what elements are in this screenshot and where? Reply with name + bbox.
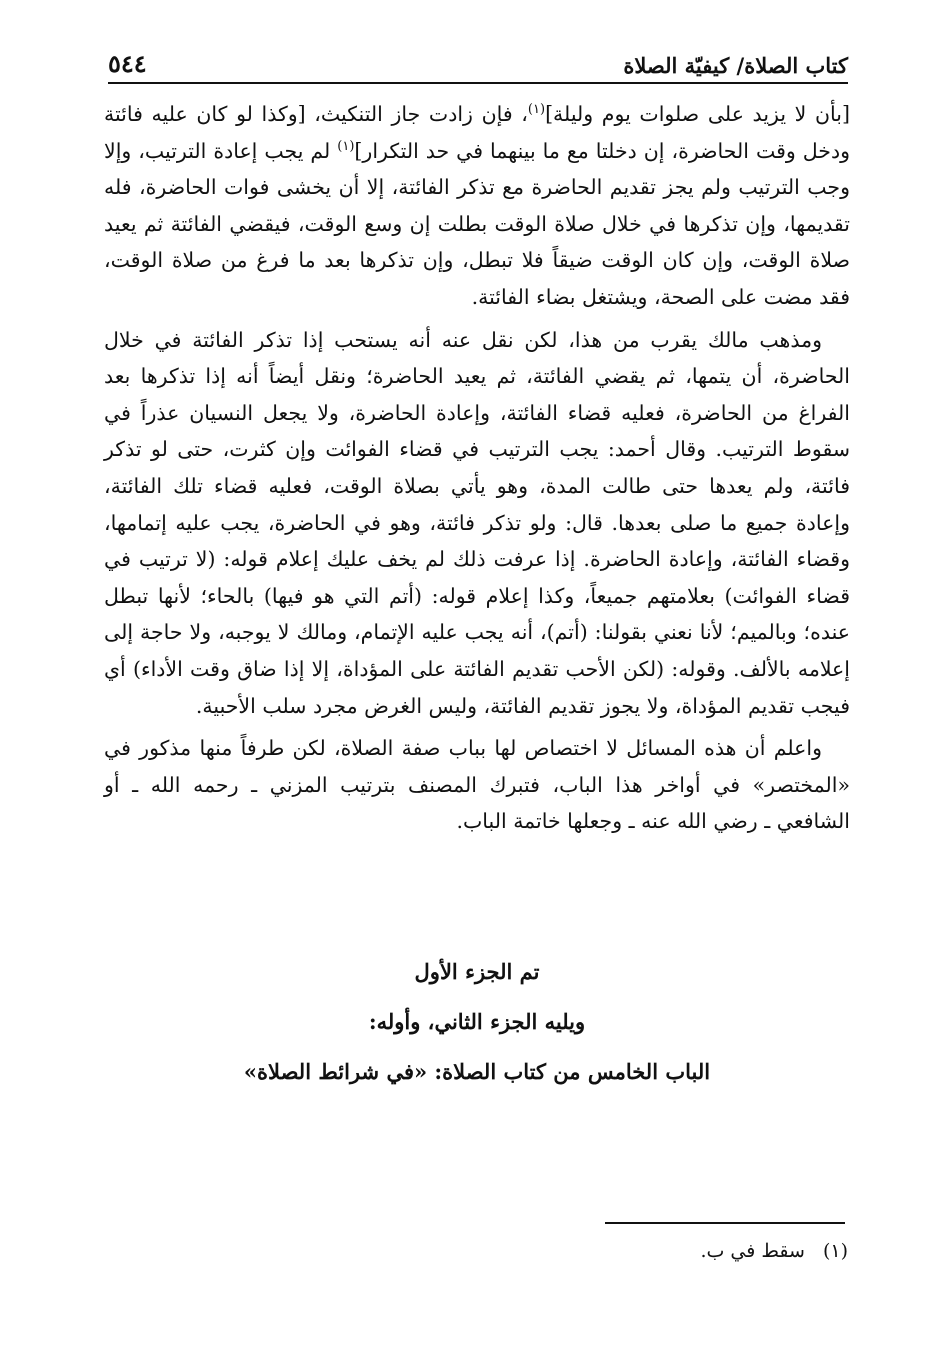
page-number: ٥٤٤ — [108, 49, 147, 78]
paragraph-1-part-b: ، فإن زادت جاز التنكيث، [وكذا لو كان عليه فائتة ودخل وقت الحاضرة، إن دخلتا مع ما بينهما في حد التكرار] — [104, 102, 850, 163]
main-text — [104, 96, 850, 846]
footnote-reference: (١) — [527, 102, 546, 118]
closing-line-next-chapter: الباب الخامس من كتاب الصلاة: «في شرائط الصلاة» — [243, 1059, 711, 1084]
footnote-number: (١) — [822, 1240, 848, 1262]
closing-line-end-of-volume: تم الجزء الأول — [414, 959, 540, 984]
footnote-divider — [605, 1222, 845, 1224]
closing-line-next-volume: ويليه الجزء الثاني، وأوله: — [368, 1009, 586, 1034]
footnote-text: سقط في ب. — [700, 1240, 805, 1262]
paragraph-1-part-c: لم يجب إعادة الترتيب، وإلا وجب الترتيب ولم يجز تقديم الحاضرة مع تذكر الفائتة، إلا أن يخشى فوات الحاضرة، فله تقديمها، وإن تذكرها في خلال صلاة الوقت بطلت إن وسع الوقت، فيقضي الفائتة ثم يعيد صلاة الوقت، وإن كان الوقت ضيقاً فلا تبطل، وإن تذكرها بعد ما فرغ من صلاة الوقت، فقد مضت على الصحة، ويشتغل بضاء الفائتة. — [104, 138, 850, 309]
paragraph-1 — [104, 96, 850, 316]
footnote — [560, 1236, 848, 1266]
volume-closing-note — [104, 950, 850, 1100]
paragraph-1-part-a: [بأن لا يزيد على صلوات يوم وليلة] — [545, 102, 850, 126]
footnote-reference: (١) — [337, 138, 355, 154]
chapter-title: كتاب الصلاة/ كيفيّة الصلاة — [623, 53, 848, 78]
paragraph-2: ومذهب مالك يقرب من هذا، لكن نقل عنه أنه يستحب إذا تذكر الفائتة في خلال الحاضرة، أن يتمها، ثم يقضي الفائتة، ثم يعيد الحاضرة؛ ونقل أيضاً أنه إذا تذكرها بعد الفراغ من الحاضرة، فعليه قضاء الفائتة، وإعادة الحاضرة، ولا يجعل النسيان عذراً في سقوط الترتيب. وقال أحمد: يجب الترتيب في قضاء الفوائت وإن كثرت، حتى لو تذكر فائتة، ولم يعدها حتى طالت المدة، وهو يأتي بصلاة الوقت، فعليه قضاء تلك الفائتة، وإعادة جميع ما صلى بعدها. قال: ولو تذكر فائتة، وهو في الحاضرة، يجب عليه إتمامها، وقضاء الفائتة، وإعادة الحاضرة. إذا عرفت ذلك لم يخف عليك إعلام قوله: (لا ترتيب في قضاء الفوائت) بعلامتهم جميعاً، وكذا إعلام قوله: (أتم التي هو فيها) بالحاء؛ لأنها تبطل عنده؛ وبالميم؛ لأنا نعني بقولنا: (أتم)، أنه يجب عليه الإتمام، ومالك لا يوجبه، ولا حاجة إلى إعلامه بالألف. وقوله: (لكن الأحب تقديم الفائتة على المؤداة، إلا إذا ضاق وقت الأداء) أي فيجب تقديم المؤداة، ولا يجوز تقديم الفائتة، وليس الغرض مجرد سلب الأحبية. — [104, 327, 850, 718]
running-header — [108, 38, 848, 84]
paragraph-3: واعلم أن هذه المسائل لا اختصاص لها بباب صفة الصلاة، لكن طرفاً منها مذكور في «المختصر» في أواخر هذا الباب، فتبرك المصنف بترتيب المزني ـ رحمه الله ـ أو الشافعي ـ رضي الله عنه ـ وجعلها خاتمة الباب. — [104, 736, 850, 834]
